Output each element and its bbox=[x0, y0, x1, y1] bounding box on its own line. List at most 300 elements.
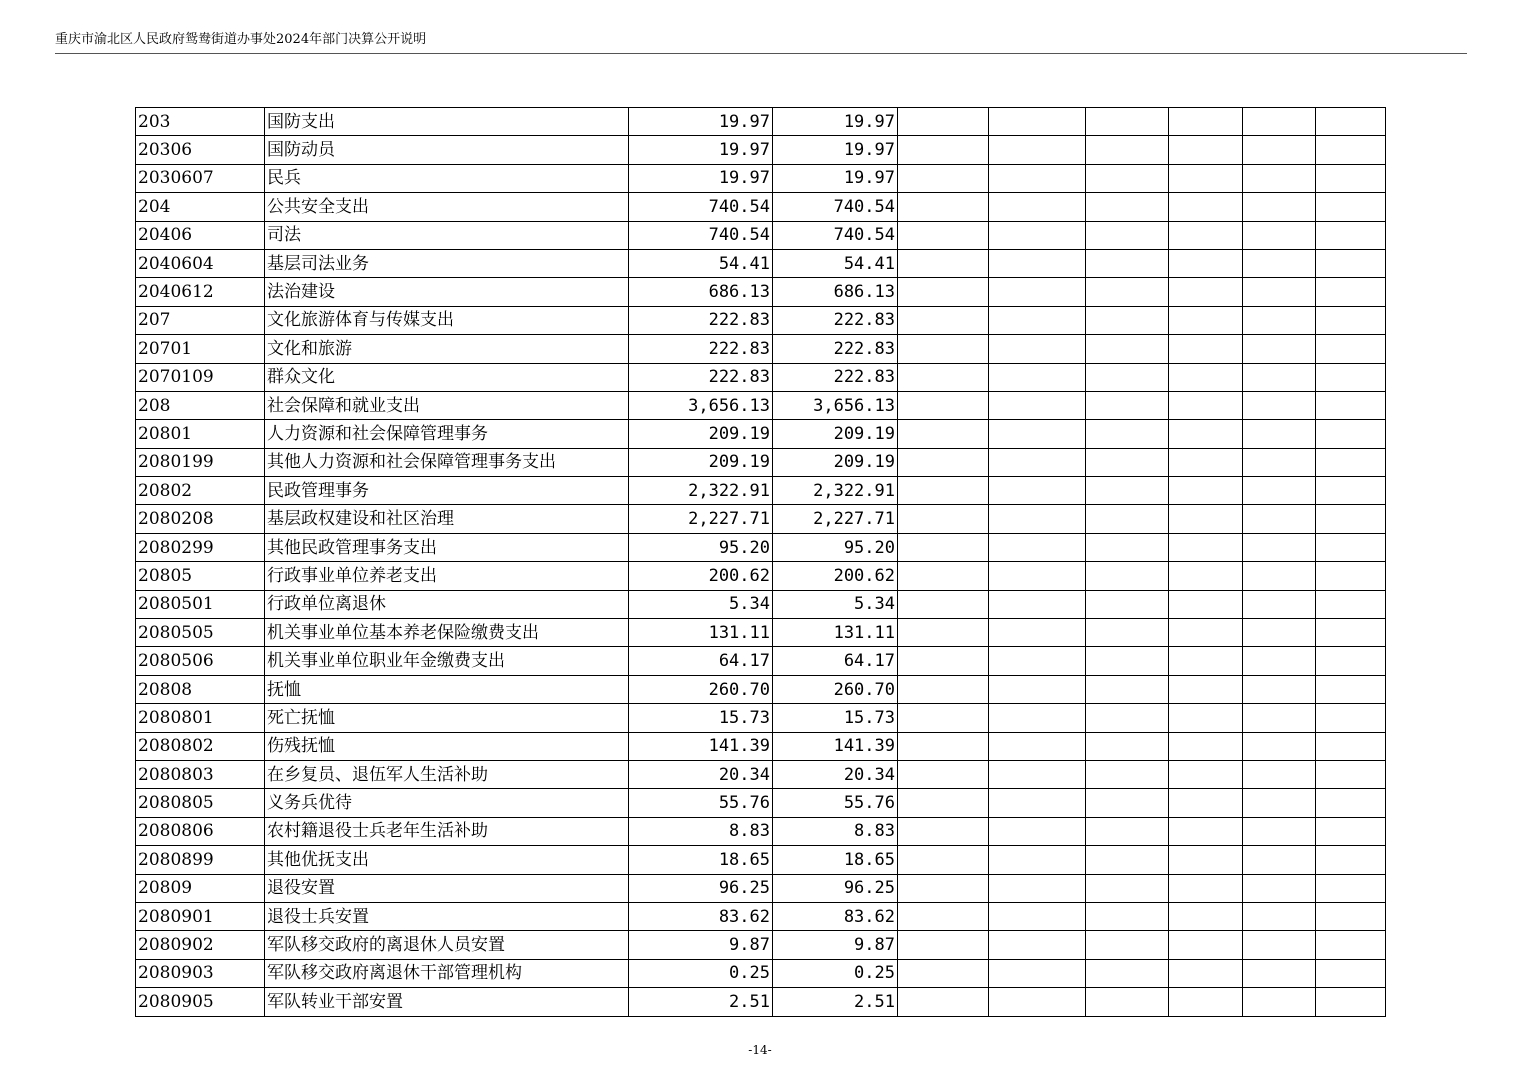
row-empty-cell bbox=[1086, 789, 1169, 817]
row-empty-cell bbox=[1316, 249, 1386, 277]
table-row bbox=[136, 817, 1386, 845]
row-empty-cell bbox=[989, 902, 1086, 930]
row-name-cell: 行政单位离退休 bbox=[265, 590, 629, 618]
row-empty-cell bbox=[1169, 193, 1243, 221]
row-code-cell: 2080506 bbox=[136, 647, 265, 675]
table-row bbox=[136, 420, 1386, 448]
row-empty-cell bbox=[1169, 278, 1243, 306]
row-total-cell: 141.39 bbox=[629, 732, 773, 760]
row-empty-cell bbox=[1086, 619, 1169, 647]
page-header-title: 重庆市渝北区人民政府鸳鸯街道办事处2024年部门决算公开说明 bbox=[55, 32, 427, 47]
row-total-cell: 2,227.71 bbox=[629, 505, 773, 533]
row-empty-cell bbox=[1169, 306, 1243, 334]
budget-table bbox=[135, 107, 1386, 1017]
row-code-cell: 20801 bbox=[136, 420, 265, 448]
row-empty-cell bbox=[1316, 902, 1386, 930]
row-empty-cell bbox=[898, 278, 989, 306]
row-empty-cell bbox=[1243, 363, 1316, 391]
row-empty-cell bbox=[898, 249, 989, 277]
row-empty-cell bbox=[989, 590, 1086, 618]
row-empty-cell bbox=[1316, 959, 1386, 987]
table-row bbox=[136, 959, 1386, 987]
row-basic-cell: 222.83 bbox=[773, 335, 898, 363]
row-empty-cell bbox=[1243, 136, 1316, 164]
row-empty-cell bbox=[989, 931, 1086, 959]
row-empty-cell bbox=[1243, 420, 1316, 448]
row-basic-cell: 686.13 bbox=[773, 278, 898, 306]
row-empty-cell bbox=[1316, 789, 1386, 817]
row-empty-cell bbox=[1243, 533, 1316, 561]
row-empty-cell bbox=[1169, 789, 1243, 817]
row-total-cell: 8.83 bbox=[629, 817, 773, 845]
row-empty-cell bbox=[898, 760, 989, 788]
row-empty-cell bbox=[1316, 619, 1386, 647]
row-empty-cell bbox=[898, 902, 989, 930]
row-empty-cell bbox=[898, 562, 989, 590]
row-empty-cell bbox=[1086, 420, 1169, 448]
row-name-cell: 军队转业干部安置 bbox=[265, 988, 629, 1016]
row-empty-cell bbox=[1243, 704, 1316, 732]
row-basic-cell: 2,322.91 bbox=[773, 477, 898, 505]
row-total-cell: 222.83 bbox=[629, 306, 773, 334]
row-empty-cell bbox=[1316, 846, 1386, 874]
row-empty-cell bbox=[1316, 306, 1386, 334]
table-row bbox=[136, 562, 1386, 590]
row-total-cell: 9.87 bbox=[629, 931, 773, 959]
row-total-cell: 54.41 bbox=[629, 249, 773, 277]
row-empty-cell bbox=[898, 647, 989, 675]
row-code-cell: 2080802 bbox=[136, 732, 265, 760]
table-row bbox=[136, 505, 1386, 533]
row-name-cell: 机关事业单位基本养老保险缴费支出 bbox=[265, 619, 629, 647]
row-basic-cell: 95.20 bbox=[773, 533, 898, 561]
table-row bbox=[136, 760, 1386, 788]
row-code-cell: 2080505 bbox=[136, 619, 265, 647]
table-row bbox=[136, 902, 1386, 930]
row-name-cell: 在乡复员、退伍军人生活补助 bbox=[265, 760, 629, 788]
row-empty-cell bbox=[1086, 760, 1169, 788]
row-empty-cell bbox=[1243, 448, 1316, 476]
row-code-cell: 2080208 bbox=[136, 505, 265, 533]
budget-table-body bbox=[136, 108, 1386, 1017]
row-name-cell: 军队移交政府离退休干部管理机构 bbox=[265, 959, 629, 987]
row-empty-cell bbox=[1243, 505, 1316, 533]
row-empty-cell bbox=[1243, 817, 1316, 845]
row-name-cell: 死亡抚恤 bbox=[265, 704, 629, 732]
table-row bbox=[136, 136, 1386, 164]
row-empty-cell bbox=[1169, 420, 1243, 448]
row-code-cell: 2080806 bbox=[136, 817, 265, 845]
row-empty-cell bbox=[989, 789, 1086, 817]
row-empty-cell bbox=[1243, 846, 1316, 874]
row-total-cell: 260.70 bbox=[629, 675, 773, 703]
row-empty-cell bbox=[1243, 874, 1316, 902]
row-empty-cell bbox=[1316, 732, 1386, 760]
row-empty-cell bbox=[898, 619, 989, 647]
table-row bbox=[136, 789, 1386, 817]
row-empty-cell bbox=[1169, 505, 1243, 533]
row-empty-cell bbox=[1316, 562, 1386, 590]
row-basic-cell: 740.54 bbox=[773, 221, 898, 249]
row-code-cell: 2080805 bbox=[136, 789, 265, 817]
row-empty-cell bbox=[989, 732, 1086, 760]
row-basic-cell: 2.51 bbox=[773, 988, 898, 1016]
row-empty-cell bbox=[1243, 193, 1316, 221]
row-code-cell: 2080905 bbox=[136, 988, 265, 1016]
row-empty-cell bbox=[1169, 988, 1243, 1016]
row-total-cell: 131.11 bbox=[629, 619, 773, 647]
row-basic-cell: 64.17 bbox=[773, 647, 898, 675]
row-basic-cell: 222.83 bbox=[773, 306, 898, 334]
row-total-cell: 19.97 bbox=[629, 164, 773, 192]
table-row bbox=[136, 675, 1386, 703]
row-name-cell: 机关事业单位职业年金缴费支出 bbox=[265, 647, 629, 675]
row-name-cell: 行政事业单位养老支出 bbox=[265, 562, 629, 590]
row-empty-cell bbox=[1243, 760, 1316, 788]
row-empty-cell bbox=[989, 363, 1086, 391]
row-empty-cell bbox=[1086, 675, 1169, 703]
row-empty-cell bbox=[1086, 249, 1169, 277]
row-total-cell: 740.54 bbox=[629, 193, 773, 221]
row-total-cell: 222.83 bbox=[629, 363, 773, 391]
row-empty-cell bbox=[989, 675, 1086, 703]
row-empty-cell bbox=[898, 391, 989, 419]
row-empty-cell bbox=[1169, 959, 1243, 987]
row-basic-cell: 5.34 bbox=[773, 590, 898, 618]
row-empty-cell bbox=[989, 108, 1086, 136]
row-empty-cell bbox=[1169, 931, 1243, 959]
row-empty-cell bbox=[1243, 306, 1316, 334]
row-basic-cell: 3,656.13 bbox=[773, 391, 898, 419]
row-empty-cell bbox=[989, 619, 1086, 647]
row-empty-cell bbox=[1086, 505, 1169, 533]
row-empty-cell bbox=[1086, 108, 1169, 136]
row-empty-cell bbox=[1316, 704, 1386, 732]
row-empty-cell bbox=[1086, 363, 1169, 391]
row-empty-cell bbox=[1316, 193, 1386, 221]
row-code-cell: 2080199 bbox=[136, 448, 265, 476]
row-total-cell: 95.20 bbox=[629, 533, 773, 561]
row-empty-cell bbox=[1316, 874, 1386, 902]
row-total-cell: 96.25 bbox=[629, 874, 773, 902]
row-basic-cell: 141.39 bbox=[773, 732, 898, 760]
row-empty-cell bbox=[989, 874, 1086, 902]
table-row bbox=[136, 363, 1386, 391]
row-empty-cell bbox=[898, 164, 989, 192]
row-empty-cell bbox=[1086, 391, 1169, 419]
row-total-cell: 200.62 bbox=[629, 562, 773, 590]
row-empty-cell bbox=[898, 221, 989, 249]
row-empty-cell bbox=[989, 136, 1086, 164]
row-empty-cell bbox=[1243, 931, 1316, 959]
row-empty-cell bbox=[989, 335, 1086, 363]
row-empty-cell bbox=[989, 704, 1086, 732]
row-empty-cell bbox=[1086, 931, 1169, 959]
row-empty-cell bbox=[898, 959, 989, 987]
row-empty-cell bbox=[1169, 704, 1243, 732]
row-empty-cell bbox=[1086, 590, 1169, 618]
row-name-cell: 社会保障和就业支出 bbox=[265, 391, 629, 419]
row-empty-cell bbox=[1169, 562, 1243, 590]
row-empty-cell bbox=[1316, 533, 1386, 561]
row-code-cell: 204 bbox=[136, 193, 265, 221]
row-basic-cell: 18.65 bbox=[773, 846, 898, 874]
row-empty-cell bbox=[1086, 988, 1169, 1016]
row-empty-cell bbox=[898, 789, 989, 817]
row-empty-cell bbox=[989, 420, 1086, 448]
row-name-cell: 其他优抚支出 bbox=[265, 846, 629, 874]
table-row bbox=[136, 477, 1386, 505]
row-basic-cell: 260.70 bbox=[773, 675, 898, 703]
row-empty-cell bbox=[989, 817, 1086, 845]
row-name-cell: 民政管理事务 bbox=[265, 477, 629, 505]
row-empty-cell bbox=[1169, 675, 1243, 703]
row-total-cell: 222.83 bbox=[629, 335, 773, 363]
row-empty-cell bbox=[989, 391, 1086, 419]
row-empty-cell bbox=[1169, 846, 1243, 874]
row-total-cell: 740.54 bbox=[629, 221, 773, 249]
row-empty-cell bbox=[898, 335, 989, 363]
row-empty-cell bbox=[898, 136, 989, 164]
row-empty-cell bbox=[1243, 647, 1316, 675]
row-empty-cell bbox=[989, 647, 1086, 675]
row-empty-cell bbox=[1243, 221, 1316, 249]
row-basic-cell: 19.97 bbox=[773, 136, 898, 164]
table-row bbox=[136, 335, 1386, 363]
row-empty-cell bbox=[1316, 391, 1386, 419]
row-empty-cell bbox=[1169, 590, 1243, 618]
row-empty-cell bbox=[1169, 391, 1243, 419]
row-empty-cell bbox=[1169, 619, 1243, 647]
row-code-cell: 20701 bbox=[136, 335, 265, 363]
row-total-cell: 64.17 bbox=[629, 647, 773, 675]
row-empty-cell bbox=[1169, 533, 1243, 561]
row-total-cell: 209.19 bbox=[629, 420, 773, 448]
row-total-cell: 5.34 bbox=[629, 590, 773, 618]
row-empty-cell bbox=[989, 533, 1086, 561]
row-total-cell: 686.13 bbox=[629, 278, 773, 306]
row-empty-cell bbox=[1169, 108, 1243, 136]
row-code-cell: 2080501 bbox=[136, 590, 265, 618]
row-basic-cell: 19.97 bbox=[773, 164, 898, 192]
row-code-cell: 2030607 bbox=[136, 164, 265, 192]
row-name-cell: 农村籍退役士兵老年生活补助 bbox=[265, 817, 629, 845]
table-row bbox=[136, 732, 1386, 760]
table-row bbox=[136, 249, 1386, 277]
row-basic-cell: 209.19 bbox=[773, 448, 898, 476]
row-empty-cell bbox=[1243, 477, 1316, 505]
row-empty-cell bbox=[1243, 278, 1316, 306]
row-empty-cell bbox=[1169, 448, 1243, 476]
row-total-cell: 18.65 bbox=[629, 846, 773, 874]
row-empty-cell bbox=[898, 477, 989, 505]
row-name-cell: 基层司法业务 bbox=[265, 249, 629, 277]
row-empty-cell bbox=[1316, 988, 1386, 1016]
table-row bbox=[136, 448, 1386, 476]
row-empty-cell bbox=[1086, 448, 1169, 476]
row-empty-cell bbox=[1316, 647, 1386, 675]
row-name-cell: 退役士兵安置 bbox=[265, 902, 629, 930]
row-empty-cell bbox=[1243, 619, 1316, 647]
row-total-cell: 209.19 bbox=[629, 448, 773, 476]
row-empty-cell bbox=[1086, 136, 1169, 164]
row-empty-cell bbox=[989, 959, 1086, 987]
row-basic-cell: 15.73 bbox=[773, 704, 898, 732]
row-basic-cell: 83.62 bbox=[773, 902, 898, 930]
row-empty-cell bbox=[898, 420, 989, 448]
row-empty-cell bbox=[1169, 335, 1243, 363]
row-empty-cell bbox=[1316, 590, 1386, 618]
row-empty-cell bbox=[898, 704, 989, 732]
row-empty-cell bbox=[1169, 732, 1243, 760]
row-empty-cell bbox=[1169, 760, 1243, 788]
row-empty-cell bbox=[989, 477, 1086, 505]
row-total-cell: 19.97 bbox=[629, 108, 773, 136]
table-row bbox=[136, 391, 1386, 419]
row-name-cell: 文化和旅游 bbox=[265, 335, 629, 363]
row-empty-cell bbox=[898, 448, 989, 476]
row-empty-cell bbox=[1316, 136, 1386, 164]
row-name-cell: 基层政权建设和社区治理 bbox=[265, 505, 629, 533]
row-empty-cell bbox=[898, 505, 989, 533]
row-code-cell: 2080801 bbox=[136, 704, 265, 732]
row-name-cell: 公共安全支出 bbox=[265, 193, 629, 221]
table-row bbox=[136, 874, 1386, 902]
row-empty-cell bbox=[1086, 704, 1169, 732]
row-empty-cell bbox=[1243, 391, 1316, 419]
row-empty-cell bbox=[1243, 108, 1316, 136]
row-name-cell: 群众文化 bbox=[265, 363, 629, 391]
table-row bbox=[136, 306, 1386, 334]
row-empty-cell bbox=[1316, 420, 1386, 448]
row-basic-cell: 209.19 bbox=[773, 420, 898, 448]
row-empty-cell bbox=[989, 760, 1086, 788]
table-row bbox=[136, 988, 1386, 1016]
row-total-cell: 3,656.13 bbox=[629, 391, 773, 419]
row-empty-cell bbox=[1169, 817, 1243, 845]
row-name-cell: 国防支出 bbox=[265, 108, 629, 136]
row-empty-cell bbox=[1086, 902, 1169, 930]
row-empty-cell bbox=[898, 931, 989, 959]
row-code-cell: 20306 bbox=[136, 136, 265, 164]
row-empty-cell bbox=[1169, 874, 1243, 902]
row-empty-cell bbox=[989, 164, 1086, 192]
table-row bbox=[136, 533, 1386, 561]
table-row bbox=[136, 590, 1386, 618]
row-total-cell: 2.51 bbox=[629, 988, 773, 1016]
row-basic-cell: 740.54 bbox=[773, 193, 898, 221]
row-empty-cell bbox=[898, 363, 989, 391]
row-empty-cell bbox=[989, 278, 1086, 306]
row-code-cell: 2080903 bbox=[136, 959, 265, 987]
row-empty-cell bbox=[989, 562, 1086, 590]
row-name-cell: 退役安置 bbox=[265, 874, 629, 902]
row-empty-cell bbox=[898, 108, 989, 136]
row-total-cell: 15.73 bbox=[629, 704, 773, 732]
row-empty-cell bbox=[1086, 306, 1169, 334]
row-code-cell: 208 bbox=[136, 391, 265, 419]
row-name-cell: 文化旅游体育与传媒支出 bbox=[265, 306, 629, 334]
row-empty-cell bbox=[989, 306, 1086, 334]
row-total-cell: 55.76 bbox=[629, 789, 773, 817]
row-empty-cell bbox=[989, 221, 1086, 249]
row-empty-cell bbox=[898, 533, 989, 561]
row-empty-cell bbox=[1086, 335, 1169, 363]
row-empty-cell bbox=[1243, 562, 1316, 590]
row-basic-cell: 131.11 bbox=[773, 619, 898, 647]
row-total-cell: 20.34 bbox=[629, 760, 773, 788]
row-empty-cell bbox=[1169, 647, 1243, 675]
row-empty-cell bbox=[989, 448, 1086, 476]
table-row bbox=[136, 846, 1386, 874]
row-code-cell: 2040604 bbox=[136, 249, 265, 277]
table-row bbox=[136, 619, 1386, 647]
row-code-cell: 2080803 bbox=[136, 760, 265, 788]
row-empty-cell bbox=[1316, 477, 1386, 505]
row-empty-cell bbox=[1316, 448, 1386, 476]
row-empty-cell bbox=[1316, 817, 1386, 845]
row-code-cell: 2080902 bbox=[136, 931, 265, 959]
row-code-cell: 20406 bbox=[136, 221, 265, 249]
table-row bbox=[136, 647, 1386, 675]
row-empty-cell bbox=[989, 249, 1086, 277]
row-empty-cell bbox=[1086, 959, 1169, 987]
row-empty-cell bbox=[1169, 136, 1243, 164]
row-empty-cell bbox=[1086, 562, 1169, 590]
row-empty-cell bbox=[1316, 221, 1386, 249]
row-empty-cell bbox=[898, 590, 989, 618]
row-empty-cell bbox=[1086, 647, 1169, 675]
row-name-cell: 义务兵优待 bbox=[265, 789, 629, 817]
row-empty-cell bbox=[1243, 732, 1316, 760]
row-empty-cell bbox=[1243, 590, 1316, 618]
row-empty-cell bbox=[898, 846, 989, 874]
table-row bbox=[136, 164, 1386, 192]
row-code-cell: 2040612 bbox=[136, 278, 265, 306]
row-code-cell: 20808 bbox=[136, 675, 265, 703]
row-basic-cell: 55.76 bbox=[773, 789, 898, 817]
row-empty-cell bbox=[898, 306, 989, 334]
row-empty-cell bbox=[1169, 221, 1243, 249]
row-code-cell: 203 bbox=[136, 108, 265, 136]
page-number: -14- bbox=[748, 1043, 772, 1057]
row-code-cell: 20802 bbox=[136, 477, 265, 505]
row-empty-cell bbox=[989, 988, 1086, 1016]
row-empty-cell bbox=[1243, 988, 1316, 1016]
table-row bbox=[136, 931, 1386, 959]
row-empty-cell bbox=[1316, 278, 1386, 306]
row-empty-cell bbox=[1086, 221, 1169, 249]
row-empty-cell bbox=[1169, 477, 1243, 505]
row-basic-cell: 19.97 bbox=[773, 108, 898, 136]
header-divider bbox=[55, 53, 1467, 54]
row-name-cell: 伤残抚恤 bbox=[265, 732, 629, 760]
row-empty-cell bbox=[898, 874, 989, 902]
row-empty-cell bbox=[1243, 675, 1316, 703]
table-row bbox=[136, 278, 1386, 306]
row-empty-cell bbox=[1316, 675, 1386, 703]
row-empty-cell bbox=[1086, 732, 1169, 760]
row-empty-cell bbox=[1316, 363, 1386, 391]
row-name-cell: 人力资源和社会保障管理事务 bbox=[265, 420, 629, 448]
row-basic-cell: 20.34 bbox=[773, 760, 898, 788]
row-empty-cell bbox=[1086, 477, 1169, 505]
table-row bbox=[136, 108, 1386, 136]
row-empty-cell bbox=[1086, 874, 1169, 902]
table-row bbox=[136, 221, 1386, 249]
row-empty-cell bbox=[1243, 164, 1316, 192]
row-empty-cell bbox=[898, 732, 989, 760]
